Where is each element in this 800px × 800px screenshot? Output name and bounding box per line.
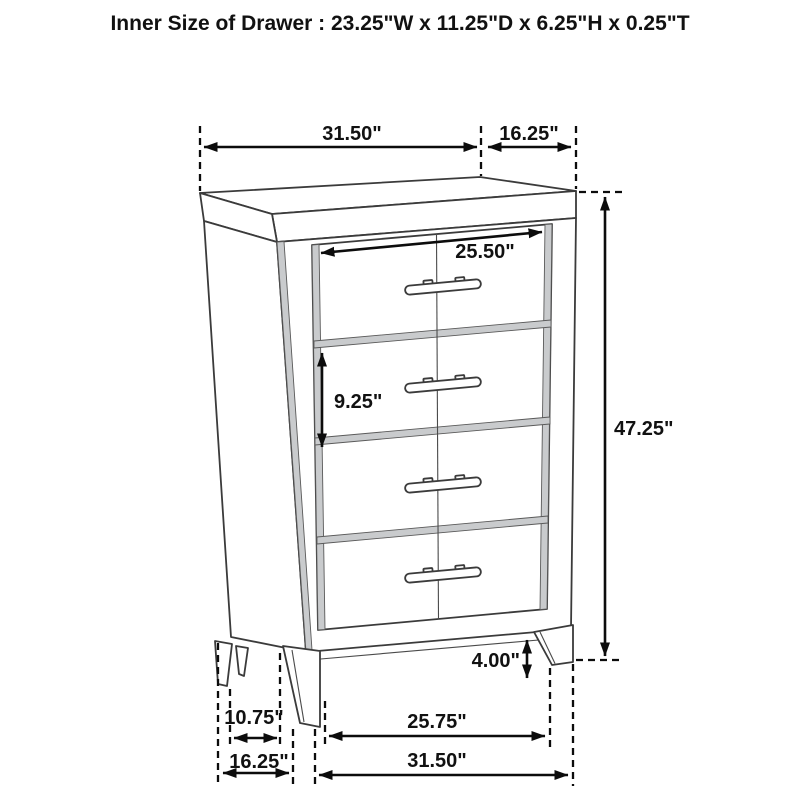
- dim-label-top-width: 31.50": [322, 123, 382, 145]
- front-right-leg: [534, 625, 573, 665]
- base-width-dimension: [319, 750, 568, 775]
- dim-label-base-width: 31.50": [407, 750, 467, 772]
- front-left-leg: [283, 646, 320, 727]
- dim-label-drawer-width: 25.50": [455, 241, 515, 263]
- chest-drawing: [200, 177, 576, 727]
- dim-label-foot-inner-depth: 10.75": [224, 707, 284, 729]
- dim-label-overall-height: 47.25": [614, 418, 674, 440]
- dim-label-foot-inner-width: 25.75": [407, 711, 467, 733]
- leg-height-dimension: [472, 640, 527, 678]
- dim-label-leg-height: 4.00": [471, 650, 520, 672]
- foot-inner-width-dimension: [329, 711, 545, 736]
- diagram-title: Inner Size of Drawer : 23.25"W x 11.25"D x 6.25"H x 0.25"T: [110, 12, 690, 35]
- dim-label-drawer-height: 9.25": [334, 391, 383, 413]
- rear-left-leg-inner-face: [236, 646, 248, 676]
- dim-label-top-depth: 16.25": [499, 123, 559, 145]
- overall-height-dimension: [605, 197, 674, 656]
- top-depth-dimension: [488, 123, 571, 147]
- top-width-dimension: [204, 123, 477, 147]
- dim-label-base-depth: 16.25": [229, 751, 289, 773]
- base-depth-dimension: [223, 751, 289, 773]
- foot-inner-depth-dimension: [224, 707, 284, 738]
